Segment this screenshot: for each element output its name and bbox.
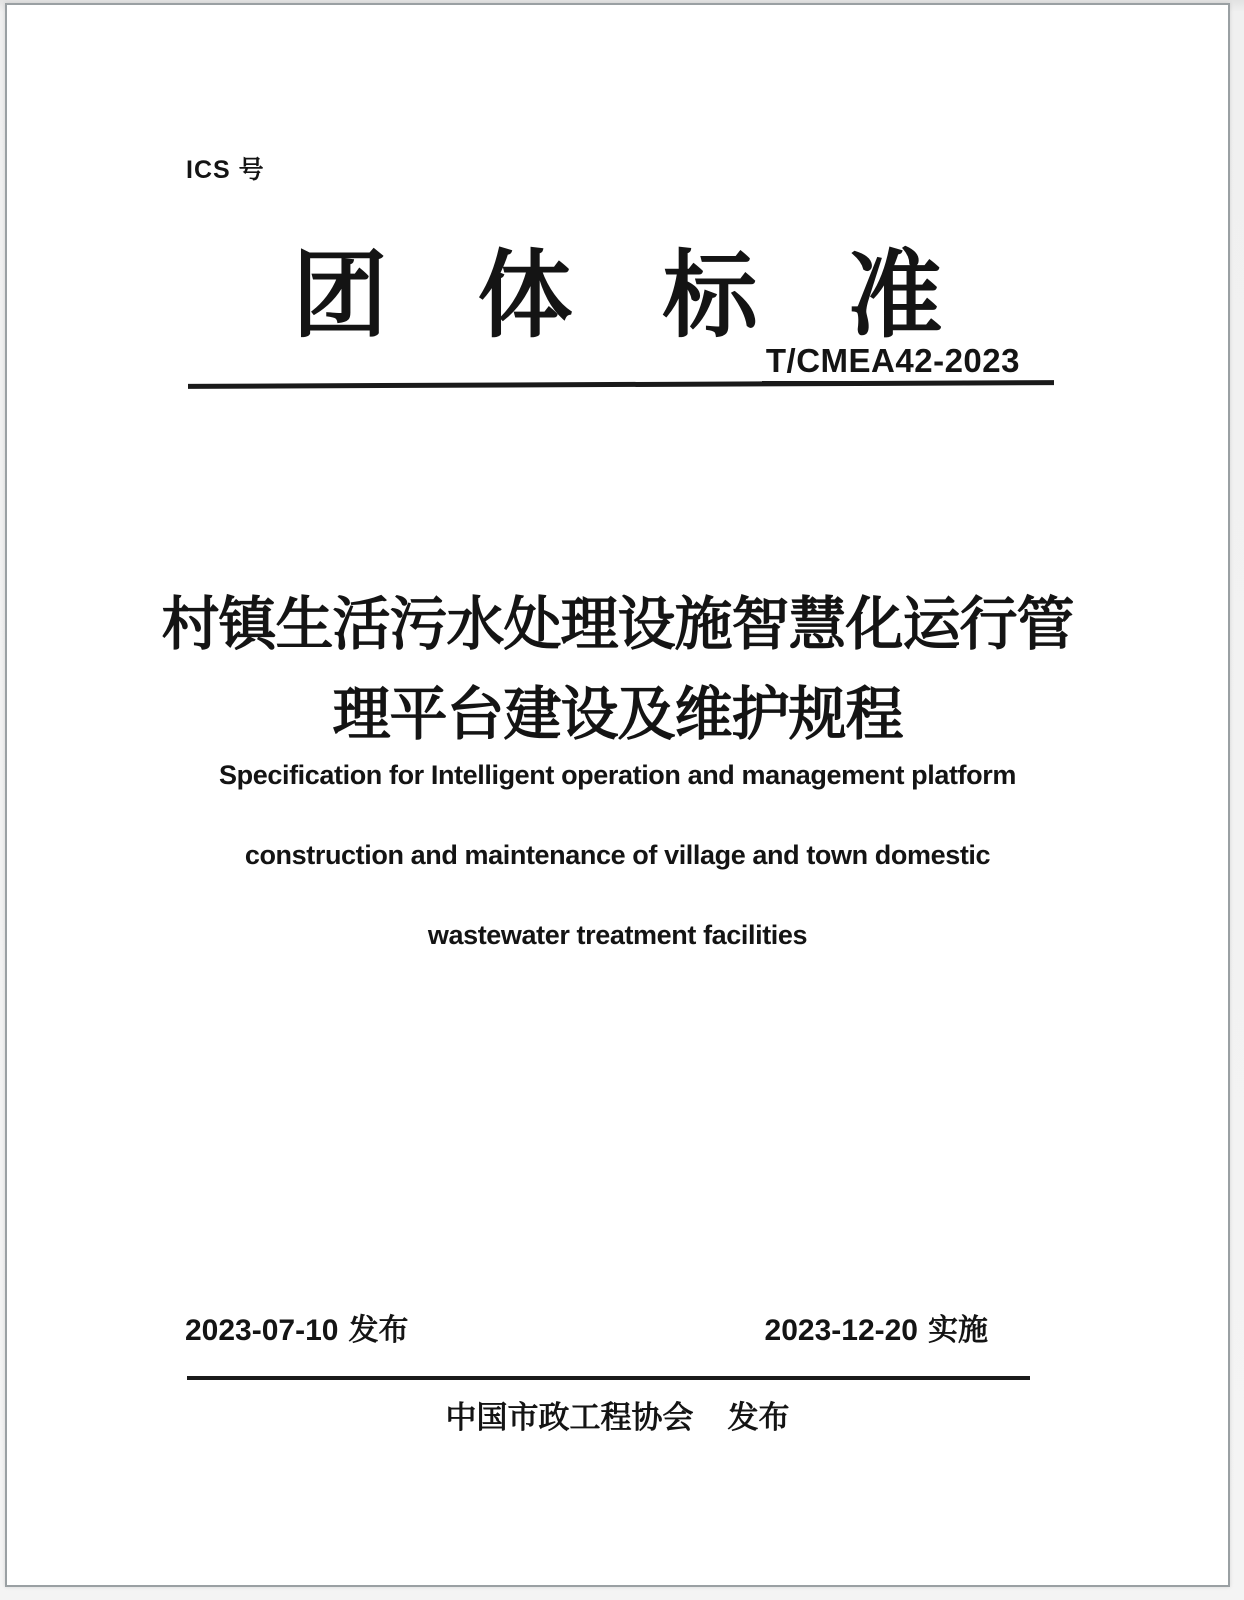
issue-date-group bbox=[185, 1305, 408, 1349]
footer-rule bbox=[187, 1376, 1030, 1380]
standard-number: T/CMEA42-2023 bbox=[762, 342, 1024, 384]
document-title-en-line1: Specification for Intelligent operation and management platform bbox=[219, 760, 1016, 790]
ics-number-label: ICS 号 bbox=[186, 156, 265, 184]
document-title-en-line2: construction and maintenance of village and town domestic bbox=[244, 840, 991, 870]
implement-date: 2023-12-20 bbox=[764, 1314, 918, 1347]
implement-date-group bbox=[765, 1305, 988, 1349]
issue-date-label: 发布 bbox=[348, 1314, 409, 1347]
publisher-row bbox=[7, 1392, 1228, 1437]
publisher-name: 中国市政工程协会 bbox=[445, 1400, 694, 1435]
standard-type-text: 团体标准 bbox=[292, 243, 1033, 349]
issue-date: 2023-07-10 bbox=[185, 1314, 339, 1347]
document-title-en-line3: wastewater treatment facilities bbox=[427, 920, 808, 950]
publisher-publish-label: 发布 bbox=[727, 1400, 790, 1435]
standard-cover-page bbox=[5, 3, 1230, 1587]
document-title-cn-line1: 村镇生活污水处理设施智慧化运行管 bbox=[161, 592, 1074, 657]
header-rule bbox=[188, 380, 1054, 389]
document-title-cn-line2: 理平台建设及维护规程 bbox=[332, 682, 903, 747]
standard-type-title bbox=[7, 243, 1228, 349]
date-row bbox=[7, 1305, 1228, 1345]
implement-date-label: 实施 bbox=[928, 1314, 988, 1347]
